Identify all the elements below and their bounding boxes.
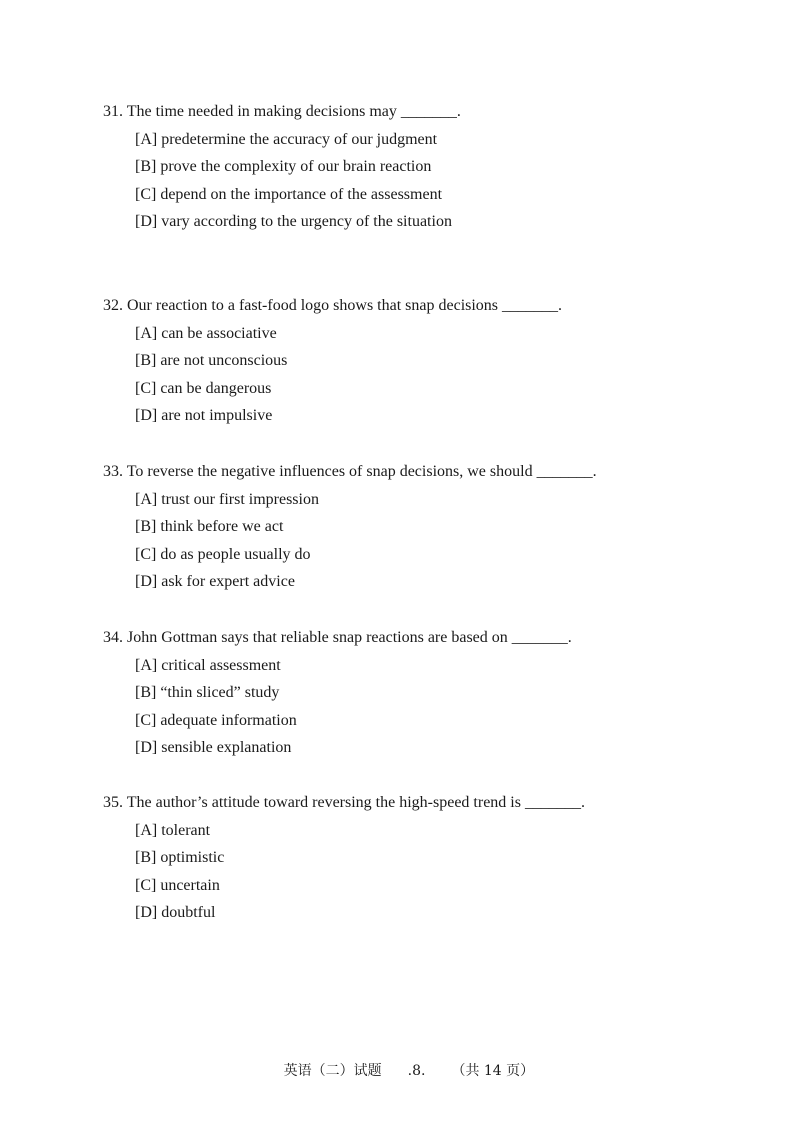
option-a: [A] predetermine the accuracy of our judgment <box>135 130 438 148</box>
option-b: [B] are not unconscious <box>135 352 288 370</box>
page-footer <box>0 1041 800 1101</box>
option-c: [C] depend on the importance of the assessment <box>135 185 443 203</box>
question-stem: 32. Our reaction to a fast-food logo shows that snap decisions _______. <box>103 297 563 314</box>
option-c: [C] adequate information <box>135 711 297 729</box>
option-b: [B] think before we act <box>135 518 284 536</box>
option-a: [A] trust our first impression <box>135 490 319 508</box>
question-33 <box>103 462 743 592</box>
option-b: [B] optimistic <box>135 849 225 867</box>
option-c: [C] do as people usually do <box>135 545 311 563</box>
option-c: [C] can be dangerous <box>135 379 272 397</box>
option-d: [D] doubtful <box>135 904 216 922</box>
option-list <box>103 130 743 233</box>
option-c: [C] uncertain <box>135 876 220 894</box>
option-list <box>103 656 743 759</box>
option-a: [A] tolerant <box>135 821 211 839</box>
footer-page-number: .8. <box>407 1063 426 1079</box>
option-d: [D] sensible explanation <box>135 739 292 757</box>
option-b: [B] “thin sliced” study <box>135 684 280 702</box>
question-stem: 35. The author’s attitude toward reversing the high-speed trend is _______. <box>103 794 585 811</box>
question-stem: 31. The time needed in making decisions may _______. <box>103 103 461 120</box>
option-a: [A] critical assessment <box>135 656 281 674</box>
option-list <box>103 821 743 924</box>
question-35 <box>103 793 743 923</box>
option-list <box>103 490 743 593</box>
option-d: [D] vary according to the urgency of the situation <box>135 213 452 231</box>
question-stem: 34. John Gottman says that reliable snap reactions are based on _______. <box>103 629 572 646</box>
question-32 <box>103 296 743 426</box>
option-a: [A] can be associative <box>135 324 277 342</box>
option-list <box>103 324 743 427</box>
footer-total-pages: （共 14 页） <box>451 1063 535 1079</box>
footer-subject: 英语（二）试题 <box>283 1063 382 1079</box>
option-d: [D] ask for expert advice <box>135 573 295 591</box>
question-stem: 33. To reverse the negative influences of snap decisions, we should _______. <box>103 463 597 480</box>
question-31 <box>103 102 743 232</box>
option-d: [D] are not impulsive <box>135 407 273 425</box>
question-34 <box>103 628 743 758</box>
option-b: [B] prove the complexity of our brain reaction <box>135 158 432 176</box>
